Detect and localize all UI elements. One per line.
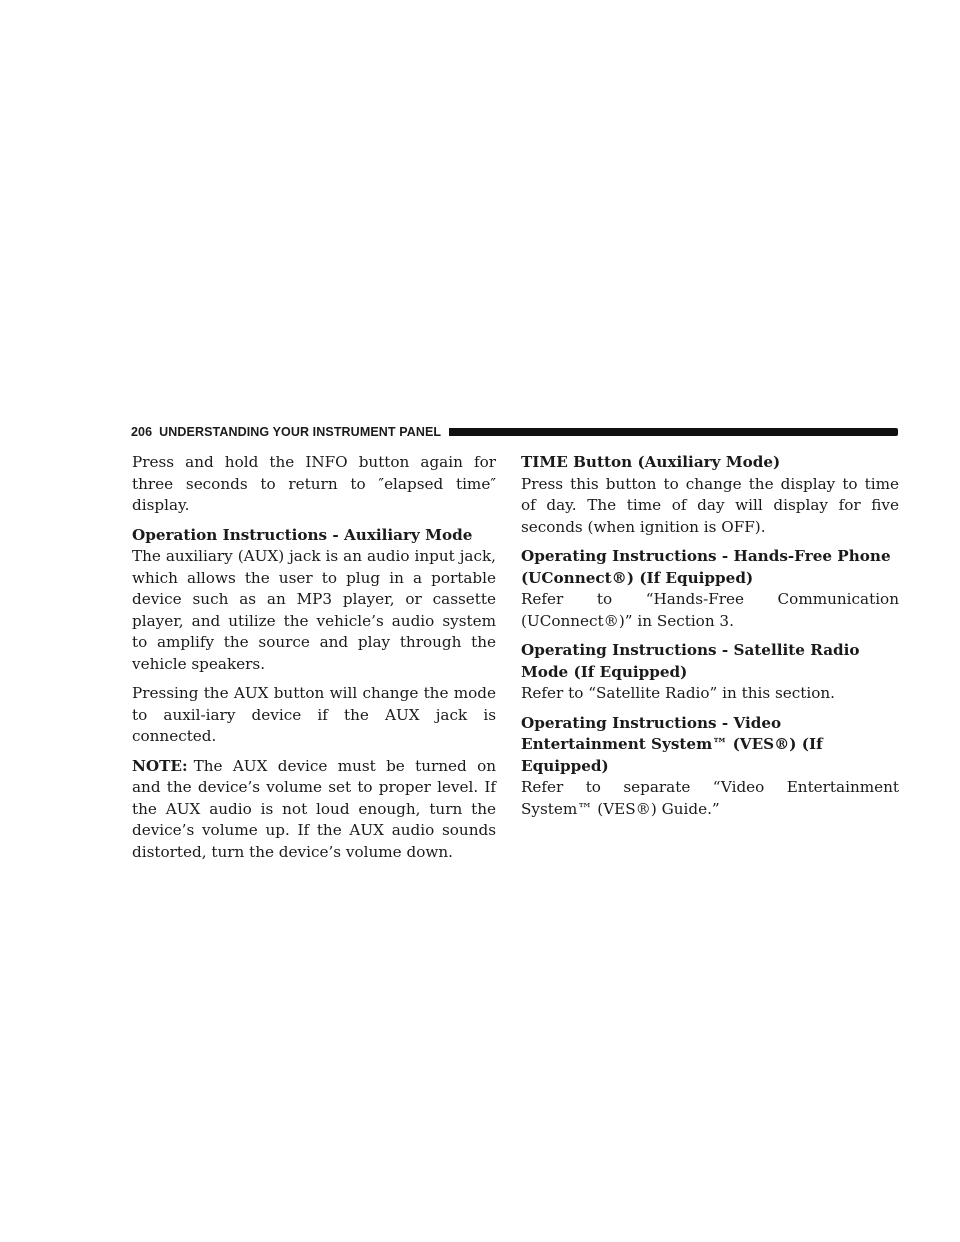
time-section	[521, 452, 899, 538]
page-number: 206	[131, 425, 153, 439]
phone-body: Refer to “Hands-Free Communication (UConnect®)” in Section 3.	[521, 590, 899, 630]
time-body: Press this button to change the display to time of day. The time of day will display for five seconds (when ignition is OFF).	[521, 474, 899, 536]
note-body: The AUX device must be turned on and the device’s volume set to proper level. If the AUX audio is not loud enough, turn the device’s volume up. If the AUX audio sounds distorted, turn the device’s volume down.	[132, 756, 496, 861]
phone-heading: Operating Instructions - Hands-Free Phone (UConnect®) (If Equipped)	[521, 547, 891, 587]
left-column	[132, 452, 496, 871]
info-paragraph: Press and hold the INFO button again for three seconds to return to ″elapsed time″ display.	[132, 453, 496, 514]
video-section	[521, 713, 899, 821]
aux-button-paragraph: Pressing the AUX button will change the mode to auxil-iary device if the AUX jack is connected.	[132, 684, 496, 745]
satellite-heading: Operating Instructions - Satellite Radio Mode (If Equipped)	[521, 641, 860, 681]
section-title: UNDERSTANDING YOUR INSTRUMENT PANEL	[159, 425, 442, 439]
page-header	[131, 423, 898, 441]
aux-body: The auxiliary (AUX) jack is an audio input jack, which allows the user to plug in a portable device such as an MP3 player, or cassette player, and utilize the vehicle’s audio system to amplify the source and play through the vehicle speakers.	[132, 547, 496, 673]
header-rule	[449, 428, 898, 436]
time-heading: TIME Button (Auxiliary Mode)	[521, 453, 781, 471]
aux-section	[132, 525, 496, 676]
satellite-body: Refer to “Satellite Radio” in this section.	[521, 684, 835, 702]
aux-heading: Operation Instructions - Auxiliary Mode	[132, 525, 473, 544]
note-paragraph	[132, 756, 496, 864]
right-column	[521, 452, 899, 828]
video-body: Refer to separate “Video Entertainment System™ (VES®) Guide.”	[521, 778, 899, 818]
note-label: NOTE:	[132, 756, 188, 775]
phone-section	[521, 546, 899, 632]
satellite-section	[521, 640, 899, 705]
video-heading: Operating Instructions - Video Entertainment System™ (VES®) (If Equipped)	[521, 713, 823, 775]
